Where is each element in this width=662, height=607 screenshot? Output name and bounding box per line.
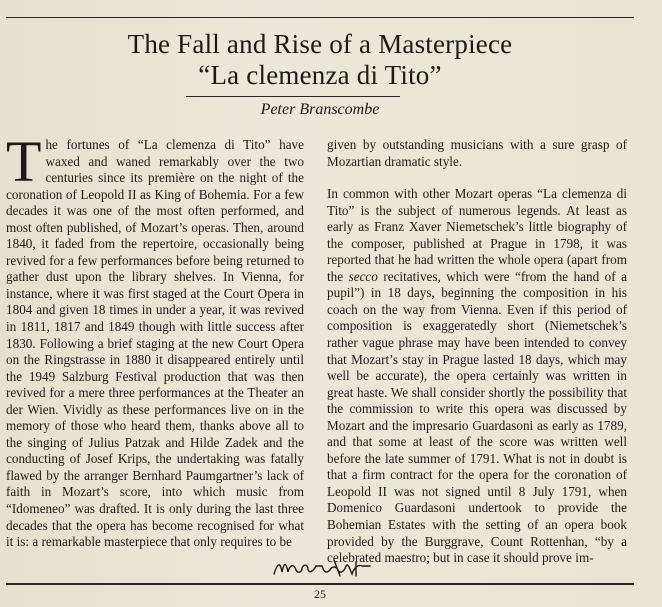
top-rule xyxy=(6,17,634,18)
mozart-signature xyxy=(270,556,390,580)
left-column xyxy=(6,129,304,551)
right-paragraph-2-part-b: recitatives, which were “from the hand of a pupil”) in 18 days, beginning the composition in his coach on the way from Vienna. Even if this period of composition is exaggeratedly short (Niemetschek’s rather vague phrase may have been intended to convey that Mozart’s stay in Prague lasted 18 days, which may well be accurate), the opera certainly was written in great haste. We shall consider shortly the possibility that the commission to write this opera was discussed by Mozart and the impresario Guardasoni as early as 1789, and that some at least of the score was written well before the late summer of 1791. What is not in doubt is that a firm contract for the opera for the coronation of Leopold II was not signed until 8 July 1791, when Domenico Guardasoni undertook to provide the Bohemian Estates with the setting of an opera book provided by the Burggrave, Count Rottenhan, “by a celebrated maestro; but in case it should prove im- xyxy=(327,268,627,566)
left-paragraph xyxy=(6,129,304,551)
right-paragraph-2-part-a: In common with other Mozart operas “La clemenza di Tito” is the subject of numerous legends. At least as early as Franz Xaver Niemetschek’s little biography of the composer, published at Prague in 1798, it was reported that he had written the whole opera (apart from the xyxy=(327,186,627,284)
right-paragraph-2 xyxy=(327,186,627,567)
article-title-line2: “La clemenza di Tito” xyxy=(198,60,442,90)
drop-cap: T xyxy=(6,129,42,194)
bottom-rule xyxy=(6,583,634,585)
secco-italic: secco xyxy=(348,268,378,284)
article-title-line1: The Fall and Rise of a Masterpiece xyxy=(127,29,513,59)
title-rule xyxy=(186,96,400,97)
author-byline: Peter Branscombe xyxy=(260,101,380,118)
page-number: 25 xyxy=(314,587,326,601)
right-paragraph-1: given by outstanding musicians with a sure grasp of Mozartian dramatic style. xyxy=(327,137,627,169)
right-column xyxy=(327,137,627,567)
left-column-text: he fortunes of “La clemenza di Tito” have waxed and waned remarkably over the two centuries since its première on the night of the coronation of Leopold II as King of Bohemia. For a few decades it was one of the most often performed, and most often published, of Mozart’s operas. Then, around 1840, it faded from the repertoire, occasionally being revived for a few performances before being returned to gather dust upon the library shelves. In Vienna, for instance, where it was first staged at the Court Opera in 1804 and given 18 times in under a year, it was revived in 1811, 1817 and 1849 though with little success after 1830. Following a brief staging at the new Court Opera on the Ringstrasse in 1880 it disappeared entirely until the 1949 Salzburg Festival production that was then revived for a mere three performances at the Theater an der Wien. Vividly as these performances live on in the memory of those who heard them, thanks above all to the singing of Julius Patzak and Hilde Zadek and the conducting of Josef Krips, the undertaking was fatally flawed by the arranger Bernhard Paumgartner’s lack of faith in Mozart’s score, into which music from “Idomeneo” was drafted. It is only during the last three decades that the opera has become recognised for what it is: a remarkable masterpiece that only requires to be xyxy=(6,137,304,550)
